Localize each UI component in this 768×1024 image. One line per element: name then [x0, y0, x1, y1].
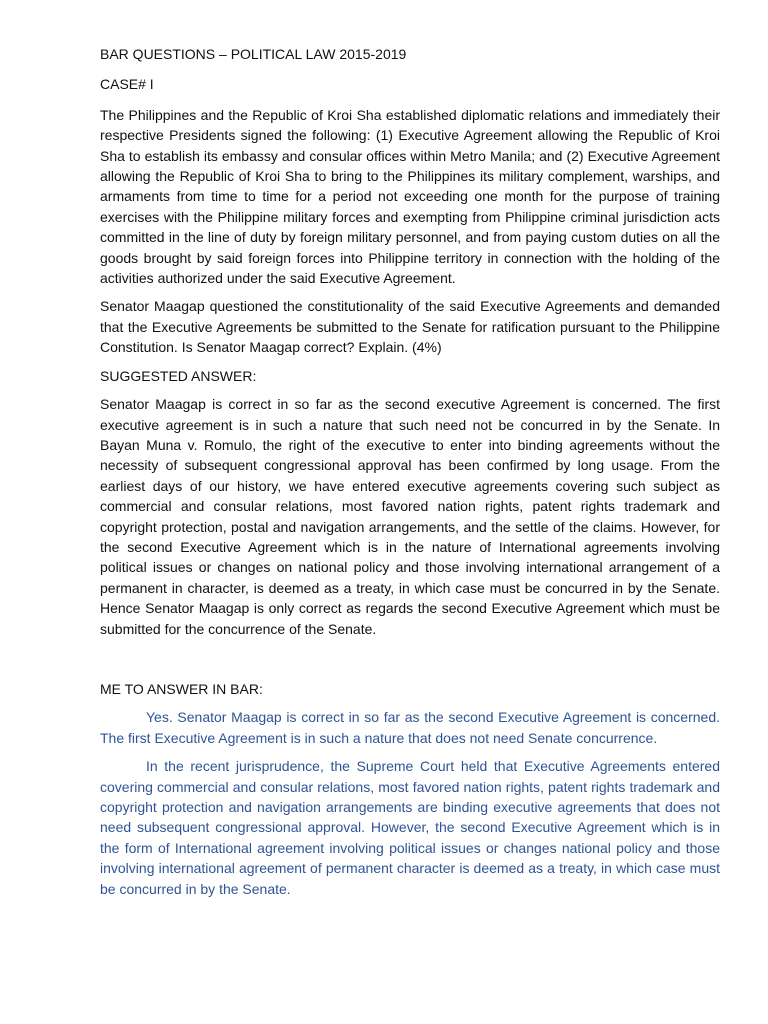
- document-page: [100, 44, 720, 907]
- section-spacer: [100, 647, 720, 679]
- document-title: BAR QUESTIONS – POLITICAL LAW 2015-2019: [100, 46, 407, 62]
- case-label: CASE# I: [100, 76, 154, 93]
- question-paragraph-2: Senator Maagap questioned the constitutionality of the said Executive Agreements and demanded that the Executive Agreements be submitted to the Senate for ratification pursuant to the Philippine Constitution. Is Senator Maagap correct? Explain. (4%): [100, 298, 720, 356]
- my-answer-label: ME TO ANSWER IN BAR:: [100, 680, 263, 697]
- suggested-answer-paragraph: Senator Maagap is correct in so far as the second executive Agreement is concerned. The first executive agreement is in such a nature that such need not be concurred in by the Senate. In Bayan Muna v. Romulo, the right of the executive to enter into binding agreements without the necessity of subsequent congressional approval has been confirmed by long usage. From the earliest days of our history, we have entered executive agreements covering such subject as commercial and consular relations, most favored nation rights, patent rights trademark and copyright protection, postal and navigation arrangements, and the settle of the claims. However, for the second Executive Agreement which is in the nature of International agreements involving political issues or changes on national policy and those involving international arrangement of a permanent in character, is deemed as a treaty, in which case must be concurred in by the Senate. Hence Senator Maagap is only correct as regards the second Executive Agreement which must be submitted for the concurrence of the Senate.: [100, 396, 720, 637]
- question-paragraph-1: The Philippines and the Republic of Kroi Sha established diplomatic relations and immediately their respective Presidents signed the following: (1) Executive Agreement allowing the Republic of Kroi Sha to establish its embassy and consular offices within Metro Manila; and (2) Executive Agreement allowing the Republic of Kroi Sha to bring to the Philippines its military complement, warships, and armaments from time to time for a period not exceeding one month for the purpose of training exercises with the Philippine military forces and exempting from Philippine criminal jurisdiction acts committed in the line of duty by foreign military personnel, and from paying custom duties on all the goods brought by said foreign forces into Philippine territory in connection with the holding of the activities authorized under the said Executive Agreement.: [100, 106, 720, 287]
- my-answer-paragraph-1: Yes. Senator Maagap is correct in so far as the second Executive Agreement is concerned. The first Executive Agreement is in such a nature that does not need Senate concurrence.: [100, 709, 720, 746]
- my-answer-paragraph-2: In the recent jurisprudence, the Supreme Court held that Executive Agreements entered covering commercial and consular relations, most favored nation rights, patent rights trademark and copyright protection and navigation arrangements are binding executive agreements that does not need subsequent congressional approval. However, the second Executive Agreement which is in the form of International agreement involving political issues or changes national policy and those involving international agreement of permanent character is deemed as a treaty, in which case must be concurred in by the Senate.: [100, 758, 720, 897]
- suggested-answer-label: SUGGESTED ANSWER:: [100, 367, 257, 384]
